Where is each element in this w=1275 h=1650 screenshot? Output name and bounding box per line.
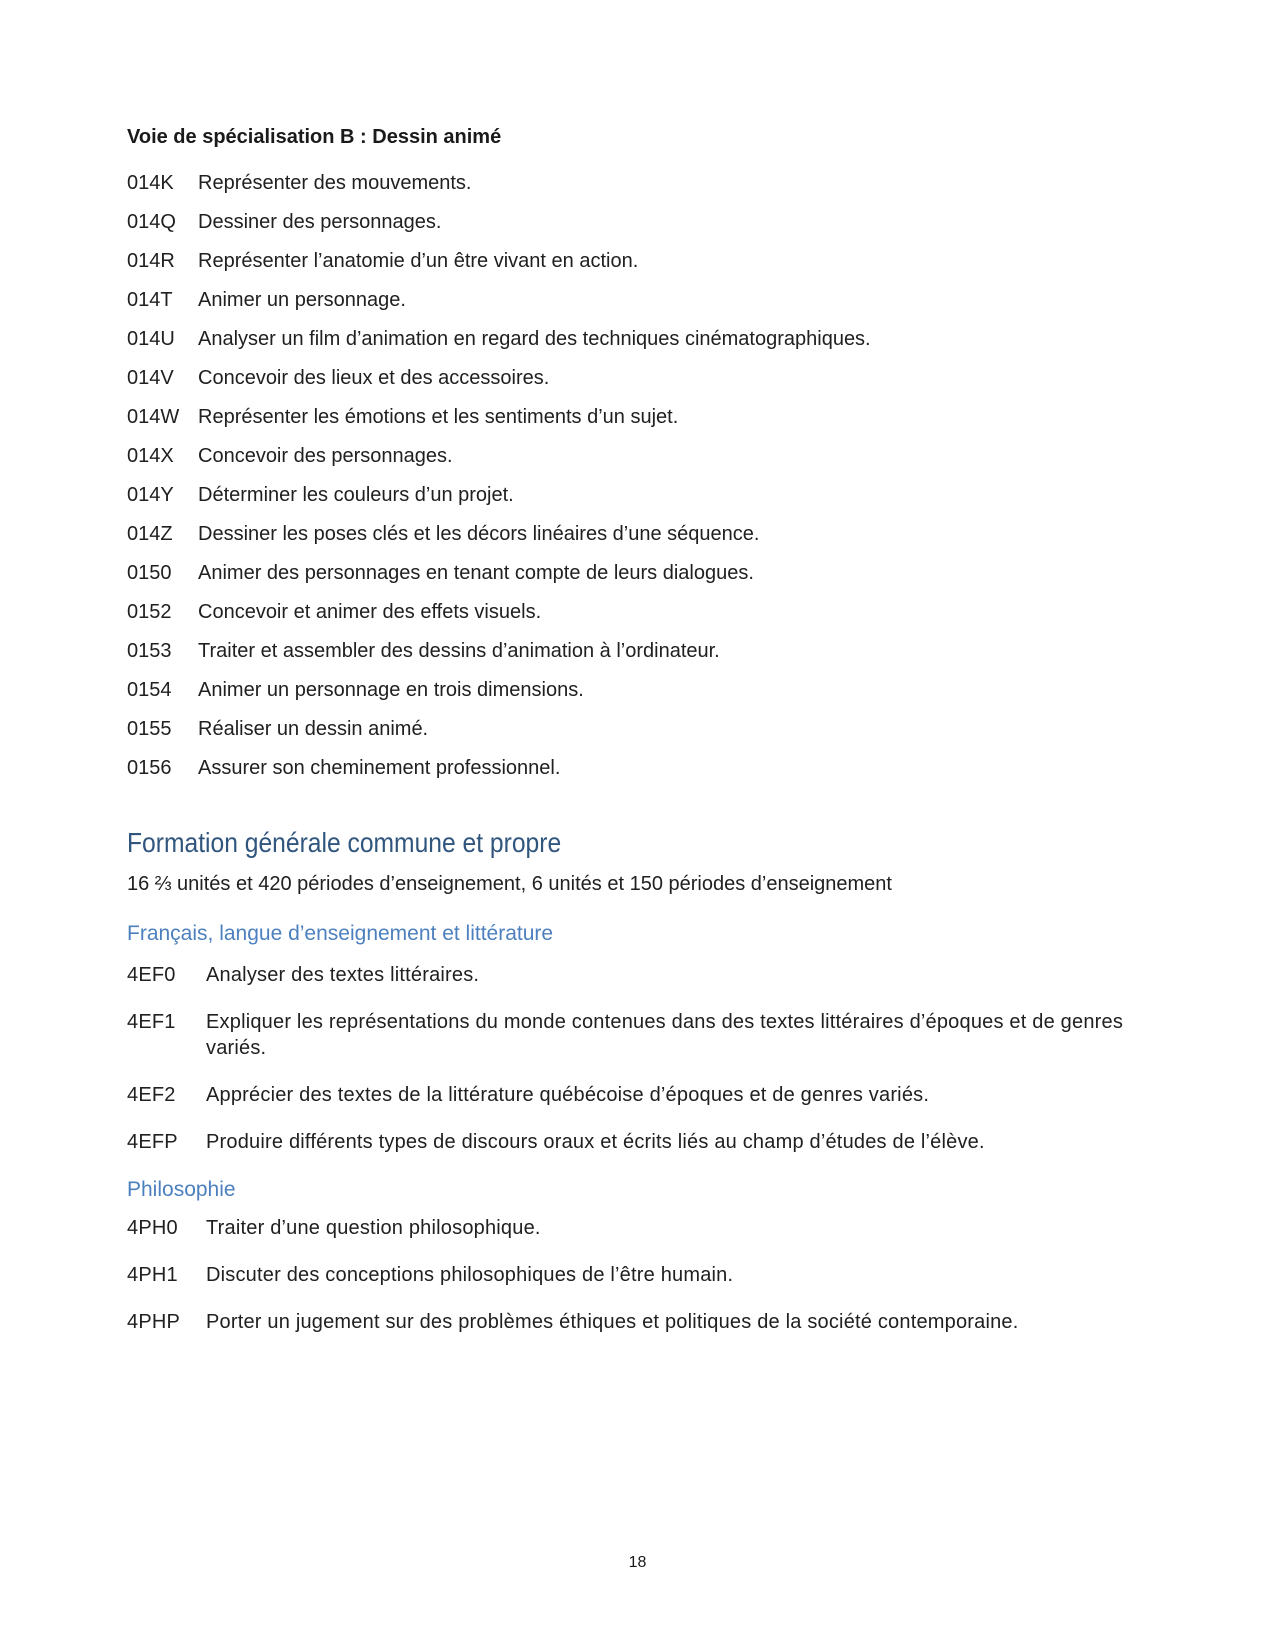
course-row: [127, 600, 1148, 625]
course-description: Discuter des conceptions philosophiques de l’être humain.: [206, 1264, 734, 1286]
course-description: Concevoir des lieux et des accessoires.: [198, 367, 550, 389]
course-code: 014V: [127, 367, 174, 389]
course-code: 0154: [127, 679, 172, 701]
course-code: 0155: [127, 718, 172, 740]
course-code: 014W: [127, 406, 180, 428]
course-row: [127, 1309, 1148, 1335]
course-code: 0153: [127, 640, 172, 662]
course-description: Expliquer les représentations du monde contenues dans des textes littéraires d’époques et de genres variés.: [206, 1011, 1124, 1059]
course-description: Déterminer les couleurs d’un projet.: [198, 484, 514, 506]
course-row: [127, 405, 1148, 430]
course-code: 014U: [127, 328, 175, 350]
course-code: 4PH1: [127, 1264, 178, 1286]
course-description: Apprécier des textes de la littérature québécoise d’époques et de genres variés.: [206, 1084, 930, 1106]
course-code: 014K: [127, 172, 174, 194]
course-row: [127, 210, 1148, 235]
course-row: [127, 962, 1148, 988]
subsection-francais-heading: Français, langue d’enseignement et littérature: [127, 922, 554, 945]
course-code: 4EF0: [127, 964, 176, 986]
course-code: 014R: [127, 250, 175, 272]
course-description: Analyser un film d’animation en regard des techniques cinématographiques.: [198, 328, 871, 350]
course-code: 4EFP: [127, 1131, 178, 1153]
course-code: 4PHP: [127, 1311, 181, 1333]
course-code: 4EF2: [127, 1084, 176, 1106]
general-education-heading: Formation générale commune et propre: [127, 827, 562, 858]
page-number: 18: [628, 1554, 647, 1571]
course-description: Représenter des mouvements.: [198, 172, 472, 194]
course-code: 0152: [127, 601, 172, 623]
course-description: Analyser des textes littéraires.: [206, 964, 480, 986]
francais-course-list: [127, 962, 1148, 1155]
course-code: 014T: [127, 289, 173, 311]
subsection-philosophie-heading: Philosophie: [127, 1178, 236, 1201]
course-description: Dessiner les poses clés et les décors linéaires d’une séquence.: [198, 523, 760, 545]
course-code: 014Q: [127, 211, 176, 233]
course-code: 4EF1: [127, 1011, 176, 1033]
course-row: [127, 483, 1148, 508]
course-description: Assurer son cheminement professionnel.: [198, 757, 561, 779]
course-row: [127, 444, 1148, 469]
course-row: [127, 249, 1148, 274]
course-row: [127, 678, 1148, 703]
course-description: Concevoir des personnages.: [198, 445, 453, 467]
course-row: [127, 756, 1148, 781]
course-row: [127, 1215, 1148, 1241]
specialization-title: Voie de spécialisation B : Dessin animé: [127, 126, 502, 148]
course-code: 014Y: [127, 484, 174, 506]
course-code: 0156: [127, 757, 172, 779]
course-description: Représenter l’anatomie d’un être vivant en action.: [198, 250, 639, 272]
course-row: [127, 288, 1148, 313]
course-row: [127, 1082, 1148, 1108]
course-row: [127, 1009, 1148, 1061]
course-row: [127, 366, 1148, 391]
course-code: 014Z: [127, 523, 173, 545]
course-description: Animer un personnage.: [198, 289, 406, 311]
course-description: Animer un personnage en trois dimensions.: [198, 679, 584, 701]
course-row: [127, 522, 1148, 547]
course-description: Dessiner des personnages.: [198, 211, 442, 233]
course-description: Traiter et assembler des dessins d’animation à l’ordinateur.: [198, 640, 720, 662]
course-code: 014X: [127, 445, 174, 467]
philosophie-course-list: [127, 1215, 1148, 1335]
course-row: [127, 171, 1148, 196]
course-description: Réaliser un dessin animé.: [198, 718, 429, 740]
course-row: [127, 327, 1148, 352]
course-row: [127, 1262, 1148, 1288]
course-code: 0150: [127, 562, 172, 584]
course-description: Porter un jugement sur des problèmes éthiques et politiques de la société contemporaine.: [206, 1311, 1019, 1333]
specialization-course-list: [127, 171, 1148, 781]
course-row: [127, 639, 1148, 664]
course-code: 4PH0: [127, 1217, 178, 1239]
course-description: Produire différents types de discours oraux et écrits liés au champ d’études de l’élève.: [206, 1131, 985, 1153]
units-periods-line: 16 ⅔ unités et 420 périodes d’enseignement, 6 unités et 150 périodes d’enseignement: [127, 873, 892, 895]
course-row: [127, 1129, 1148, 1155]
course-description: Représenter les émotions et les sentiments d’un sujet.: [198, 406, 679, 428]
course-row: [127, 717, 1148, 742]
course-description: Traiter d’une question philosophique.: [206, 1217, 541, 1239]
course-description: Animer des personnages en tenant compte de leurs dialogues.: [198, 562, 754, 584]
course-description: Concevoir et animer des effets visuels.: [198, 601, 542, 623]
course-row: [127, 561, 1148, 586]
